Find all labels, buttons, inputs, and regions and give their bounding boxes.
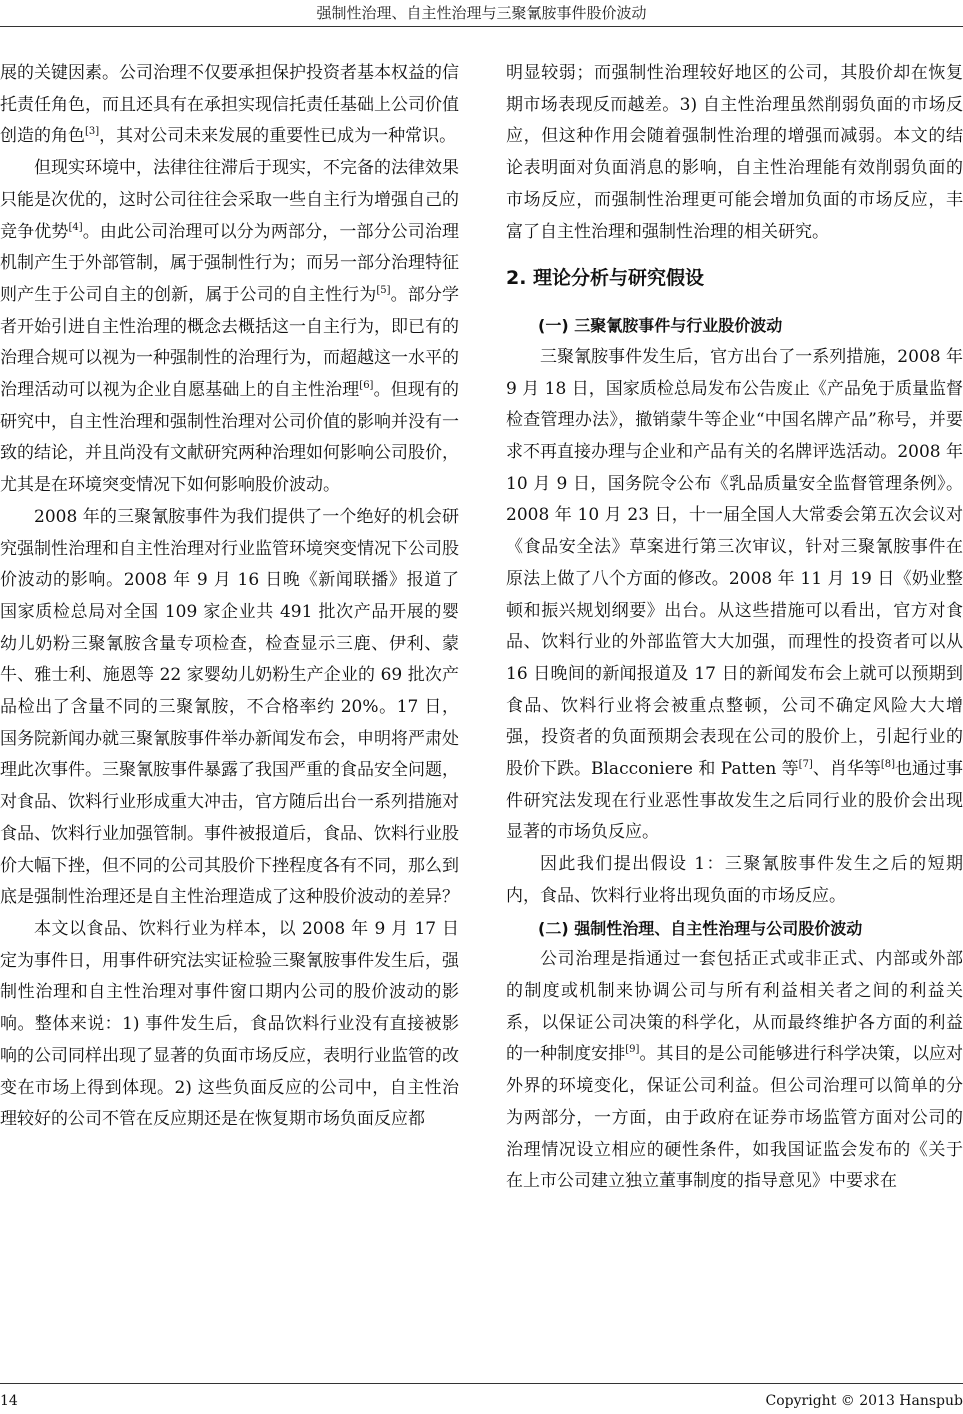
copyright-notice: Copyright © 2013 Hanspub [765,1393,963,1409]
paragraph: 因此我们提出假设 1：三聚氰胺事件发生之后的短期内，食品、饮料行业将出现负面的市场反应。 [506,854,963,906]
paragraph: 但现实环境中，法律往往滞后于现实，不完备的法律效果只能是次优的，这时公司往往会采取一些自主行为增强自己的竞争优势[4]。由此公司治理可以分为两部分，一部分公司治理机制产生于外部管制，属于强制性行为；而另一部分治理特征则产生于公司自主的创新，属于公司的自主性行为[5]。部分学者开始引进自主性治理的概念去概括这一自主行为，即已有的治理合规可以视为一种强制性的治理行为，而超越这一水平的治理活动可以视为企业自愿基础上的自主性治理[6]。但现有的研究中，自主性治理和强制性治理对公司价值的影响并没有一致的结论，并且尚没有文献研究两种治理如何影响公司股价，尤其是在环境突变情况下如何影响股价波动。 [0,158,460,496]
paragraph: 展的关键因素。公司治理不仅要承担保护投资者基本权益的信托责任角色，而且还具有在承担实现信托责任基础上公司价值创造的角色[3]，其对公司未来发展的重要性已成为一种常识。 [0,63,459,147]
right-column [506,58,963,1198]
citation-ref[interactable]: [5] [376,284,391,296]
citation-ref[interactable]: [9] [625,1044,640,1056]
citation-ref[interactable]: [8] [880,759,896,771]
paragraph: 本文以食品、饮料行业为样本，以 2008 年 9 月 17 日定为事件日，用事件研究法实证检验三聚氰胺事件发生后，强制性治理和自主性治理对事件窗口期内公司的股价波动的影响。整体来说：1) 事件发生后，食品饮料行业没有直接被影响的公司同样出现了显著的负面市场反应，表明行业监管的改变在市场上得到体现。2) 这些负面反应的公司中，自主性治理较好的公司不管在反应期还是在恢复期市场负面反应都 [0,918,459,1130]
page-number: 14 [0,1393,18,1409]
paragraph: 2008 年的三聚氰胺事件为我们提供了一个绝好的机会研究强制性治理和自主性治理对行业监管环境突变情况下公司股价波动的影响。2008 年 9 月 16 日晚《新闻联播》报道了国家质检总局对全国 109 家企业共 491 批次产品开展的婴幼儿奶粉三聚氰胺含量专项检查，检查显示三鹿、伊利、蒙牛、雅士利、施恩等 22 家婴幼儿奶粉生产企业的 69 批次产品检出了含量不同的三聚氰胺，不合格率约 20%。17 日，国务院新闻办就三聚氰胺事件举办新闻发布会，申明将严肃处理此次事件。三聚氰胺事件暴露了我国严重的食品安全问题，对食品、饮料行业形成重大冲击，官方随后出台一系列措施对食品、饮料行业加强管制。事件被报道后，食品、饮料行业股价大幅下挫，但不同的公司其股价下挫程度各有不同，那么到底是强制性治理还是自主性治理造成了这种股价波动的差异？ [0,506,459,908]
subsection-heading: (一) 三聚氰胺事件与行业股价波动 [538,316,783,336]
running-header: 强制性治理、自主性治理与三聚氰胺事件股价波动 [316,4,647,22]
left-column [0,58,459,1136]
footer-divider [0,1383,963,1384]
citation-ref[interactable]: [4] [68,221,83,233]
paragraph: 公司治理是指通过一套包括正式或非正式、内部或外部的制度或机制来协调公司与所有利益相关者之间的利益关系，以保证公司决策的科学化，从而最终维护各方面的利益的一种制度安排[9]。其目的是公司能够进行科学决策，以应对外界的环境变化，保证公司利益。但公司治理可以简单的分为两部分，一方面，由于政府在证券市场监管方面对公司的治理情况设立相应的硬性条件，如我国证监会发布的《关于在上市公司建立独立董事制度的指导意见》中要求在 [506,949,963,1192]
subsection-heading: (二) 强制性治理、自主性治理与公司股价波动 [538,918,863,938]
citation-ref[interactable]: [3] [85,126,100,138]
paragraph: 三聚氰胺事件发生后，官方出台了一系列措施，2008 年 9 月 18 日，国家质检总局发布公告废止《产品免于质量监督检查管理办法》，撤销蒙牛等企业“中国名牌产品”称号，并要求不再直接办理与企业和产品有关的名牌评选活动。2008 年 10 月 9 日，国务院令公布《乳品质量安全监督管理条例》。2008 年 10 月 23 日，十一届全国人大常委会第五次会议对《食品安全法》草案进行第三次审议，针对三聚氰胺事件在原法上做了八个方面的修改。2008 年 11 月 19 日《奶业整顿和振兴规划纲要》出台。从这些措施可以看出，官方对食品、饮料行业的外部监管大大加强，而理性的投资者可以从 16 日晚间的新闻报道及 17 日的新闻发布会上就可以预期到食品、饮料行业将会被重点整顿，公司不确定风险大大增强，投资者的负面预期会表现在公司的股价上，引起行业的股价下跌。Blacconiere 和 Patten 等[7]、肖华等[8]也通过事件研究法发现在行业恶性事故发生之后同行业的股价会出现显著的市场负反应。 [506,346,963,843]
citation-ref[interactable]: [7] [798,759,813,771]
section-heading: 2. 理论分析与研究假设 [506,267,705,290]
header-divider [0,26,963,27]
citation-ref[interactable]: [6] [359,380,374,392]
paragraph: 明显较弱；而强制性治理较好地区的公司，其股价却在恢复期市场表现反而越差。3) 自主性治理虽然削弱负面的市场反应，但这种作用会随着强制性治理的增强而减弱。本文的结论表明面对负面消息的影响，自主性治理能有效削弱负面的市场反应，而强制性治理更可能会增加负面的市场反应，丰富了自主性治理和强制性治理的相关研究。 [506,63,963,242]
